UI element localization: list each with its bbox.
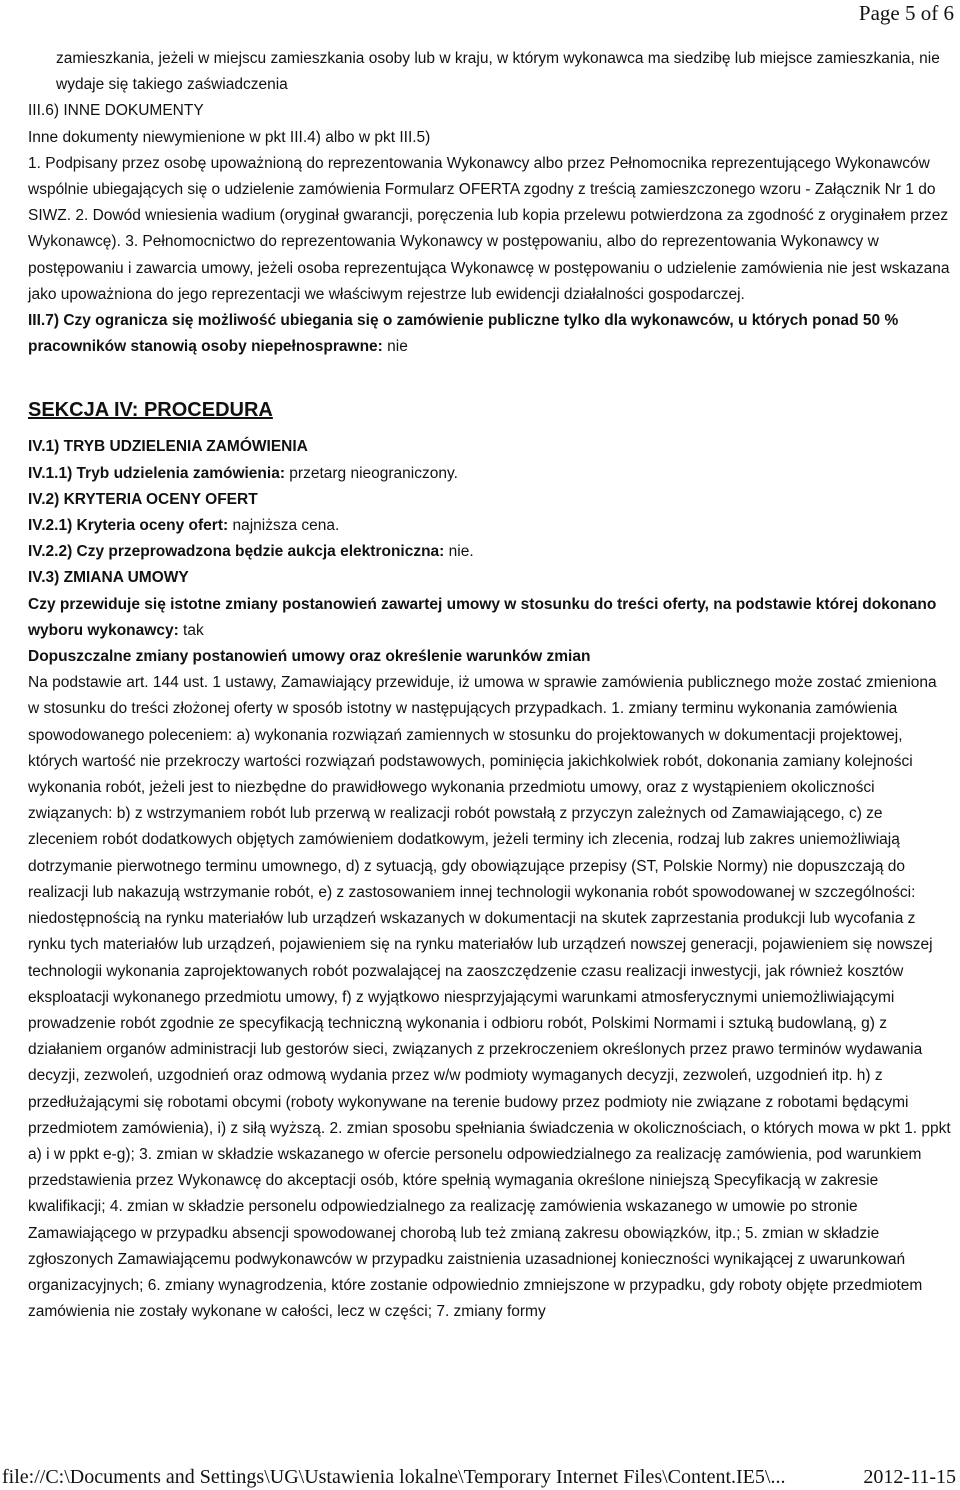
iv11-value: przetarg nieograniczony. xyxy=(284,464,458,482)
iv3-sub-title: Dopuszczalne zmiany postanowień umowy oraz określenie warunków zmian xyxy=(28,648,591,666)
iv2-title: IV.2) KRYTERIA OCENY OFERT xyxy=(28,490,258,508)
page-number: Page 5 of 6 xyxy=(858,1,954,25)
paragraph-residence: zamieszkania, jeżeli w miejscu zamieszkania osoby lub w kraju, w którym wykonawca ma siedzibę lub miejsce zamieszkania, nie wydaje się takiego zaświadczenia xyxy=(56,50,940,94)
iv21-label: IV.2.1) Kryteria oceny ofert: xyxy=(28,517,229,535)
section-iii7-question: III.7) Czy ogranicza się możliwość ubiegania się o zamówienie publiczne tylko dla wykonawców, u których ponad 50 % pracowników stanowią osoby niepełnosprawne: xyxy=(28,312,899,356)
iv21-row xyxy=(28,513,952,539)
section-iii7 xyxy=(28,308,952,360)
section-iii6-title: III.6) INNE DOKUMENTY xyxy=(28,102,204,120)
document-body xyxy=(28,46,952,1325)
iv11-row xyxy=(28,461,952,487)
iv11-label: IV.1.1) Tryb udzielenia zamówienia: xyxy=(28,464,285,482)
iv22-row xyxy=(28,539,952,565)
iv22-value: nie. xyxy=(444,543,474,561)
iv3-question: Czy przewiduje się istotne zmiany postanowień zawartej umowy w stosunku do treści oferty, na podstawie której dokonano wyboru wykonawcy: xyxy=(28,595,937,639)
iv3-title: IV.3) ZMIANA UMOWY xyxy=(28,569,189,587)
footer-file-path: file://C:\Documents and Settings\UG\Ustawienia lokalne\Temporary Internet Files\Content.IE5\... xyxy=(2,1466,786,1488)
section-iii7-answer: nie xyxy=(382,338,408,356)
footer xyxy=(0,1464,960,1490)
iv1-title: IV.1) TRYB UDZIELENIA ZAMÓWIENIA xyxy=(28,438,308,456)
section-iii6-text: 1. Podpisany przez osobę upoważnioną do reprezentowania Wykonawcy albo przez Pełnomocnika reprezentującego Wykonawców wspólnie ubiegających się o udzielenie zamówienia Formularz OFERTA zgodny z treścią zamieszczonego wzoru - Załącznik Nr 1 do SIWZ. 2. Dowód wniesienia wadium (oryginał gwarancji, poręczenia lub kopia przelewu potwierdzona za zgodność z oryginałem przez Wykonawcę). 3. Pełnomocnictwo do reprezentowania Wykonawcy w postępowaniu, albo do reprezentowania Wykonawcy w postępowaniu i zawarcia umowy, jeżeli osoba reprezentująca Wykonawcę w postępowaniu o udzielenie zamówienia nie jest wskazana jako upoważniona do jego reprezentacji we właściwym rejestrze lub ewidencji działalności gospodarczej. xyxy=(28,154,950,303)
iv3-answer: tak xyxy=(178,621,204,639)
footer-date: 2012-11-15 xyxy=(863,1466,956,1488)
iv21-value: najniższa cena. xyxy=(228,517,340,535)
section-iii6-intro: Inne dokumenty niewymienione w pkt III.4) albo w pkt III.5) xyxy=(28,128,431,146)
section-iv-title: SEKCJA IV: PROCEDURA xyxy=(28,399,273,422)
iv22-label: IV.2.2) Czy przeprowadzona będzie aukcja elektroniczna: xyxy=(28,543,445,561)
iv3-text: Na podstawie art. 144 ust. 1 ustawy, Zamawiający przewiduje, iż umowa w sprawie zamówienia publicznego może zostać zmieniona w stosunku do treści złożonej oferty w sposób istotny w następujących przypadkach. 1. zmiany terminu wykonania zamówienia spowodowanego poleceniem: a) wykonania rozwiązań zamiennych w stosunku do projektowanych w dokumentacji projektowej, których wartość nie przekroczy wartości rozwiązań podstawowych, pominięcia jakichkolwiek robót, dokonania zamiany kolejności wykonania robót, jeżeli jest to niezbędne do prawidłowego wykonania przedmiotu umowy, oraz z wystąpieniem okoliczności związanych: b) z wstrzymaniem robót lub przerwą w realizacji robót powstałą z przyczyn zależnych od Zamawiającego, c) ze zleceniem robót dodatkowych objętych zamówieniem dodatkowym, jeżeli terminy ich zlecenia, rodzaj lub zakres uniemożliwiają dotrzymanie pierwotnego terminu umownego, d) z sytuacją, gdy obowiązujące przepisy (ST, Polskie Normy) nie dopuszczają do realizacji lub nakazują wstrzymanie robót, e) z zastosowaniem innej technologii wykonania robót spowodowanej w szczególności: niedostępnością na rynku materiałów lub urządzeń wskazanych w dokumentacji na skutek zaprzestania produkcji lub wycofania z rynku tych materiałów lub urządzeń, pojawieniem się na rynku materiałów lub urządzeń nowszej generacji, pojawieniem się nowszej technologii wykonania zaprojektowanych robót pozwalającej na zaoszczędzenie czasu realizacji inwestycji, jak również kosztów eksploatacji wykonanego przedmiotu umowy, f) z wyjątkowo niesprzyjającymi warunkami atmosferycznymi uniemożliwiającymi prowadzenie robót zgodnie ze specyfikacją techniczną wykonania i odbioru robót, Polskimi Normami i sztuką budowlaną, g) z działaniem organów administracji lub gestorów sieci, związanych z przekroczeniem określonych przez prawo terminów wydawania decyzji, zezwoleń, uzgodnień oraz odmową wydania przez w/w podmioty wymaganych decyzji, zezwoleń, uzgodnień itp. h) z przedłużającymi się robotami obcymi (roboty wykonywane na terenie budowy przez podmioty nie związane z robotami będącymi przedmiotem zamówienia), i) z siłą wyższą. 2. zmian sposobu spełniania świadczenia w okolicznościach, o których mowa w pkt 1. ppkt a) i w ppkt e-g); 3. zmian w składzie wskazanego w ofercie personelu odpowiedzialnego za realizację zamówienia, pod warunkiem przedstawienia przez Wykonawcę do akceptacji osób, które spełnią wymagania określone niniejszą Specyfikacją w zakresie kwalifikacji; 4. zmian w składzie personelu odpowiedzialnego za realizację zamówienia wskazanego w umowie po stronie Zamawiającego w przypadku absencji spowodowanej chorobą lub też zmianą zakresu obowiązków, itp.; 5. zmian w składzie zgłoszonych Zamawiającemu podwykonawców w przypadku zaistnienia uzasadnionej konieczności wynikającej z uwarunkowań organizacyjnych; 6. zmiany wynagrodzenia, które zostanie odpowiednio zmniejszone w przypadku, gdy roboty objęte przedmiotem zamówienia nie zostały wykonane w całości, lecz w części; 7. zmiany formy xyxy=(28,674,951,1321)
iv3-question-row xyxy=(28,592,952,644)
